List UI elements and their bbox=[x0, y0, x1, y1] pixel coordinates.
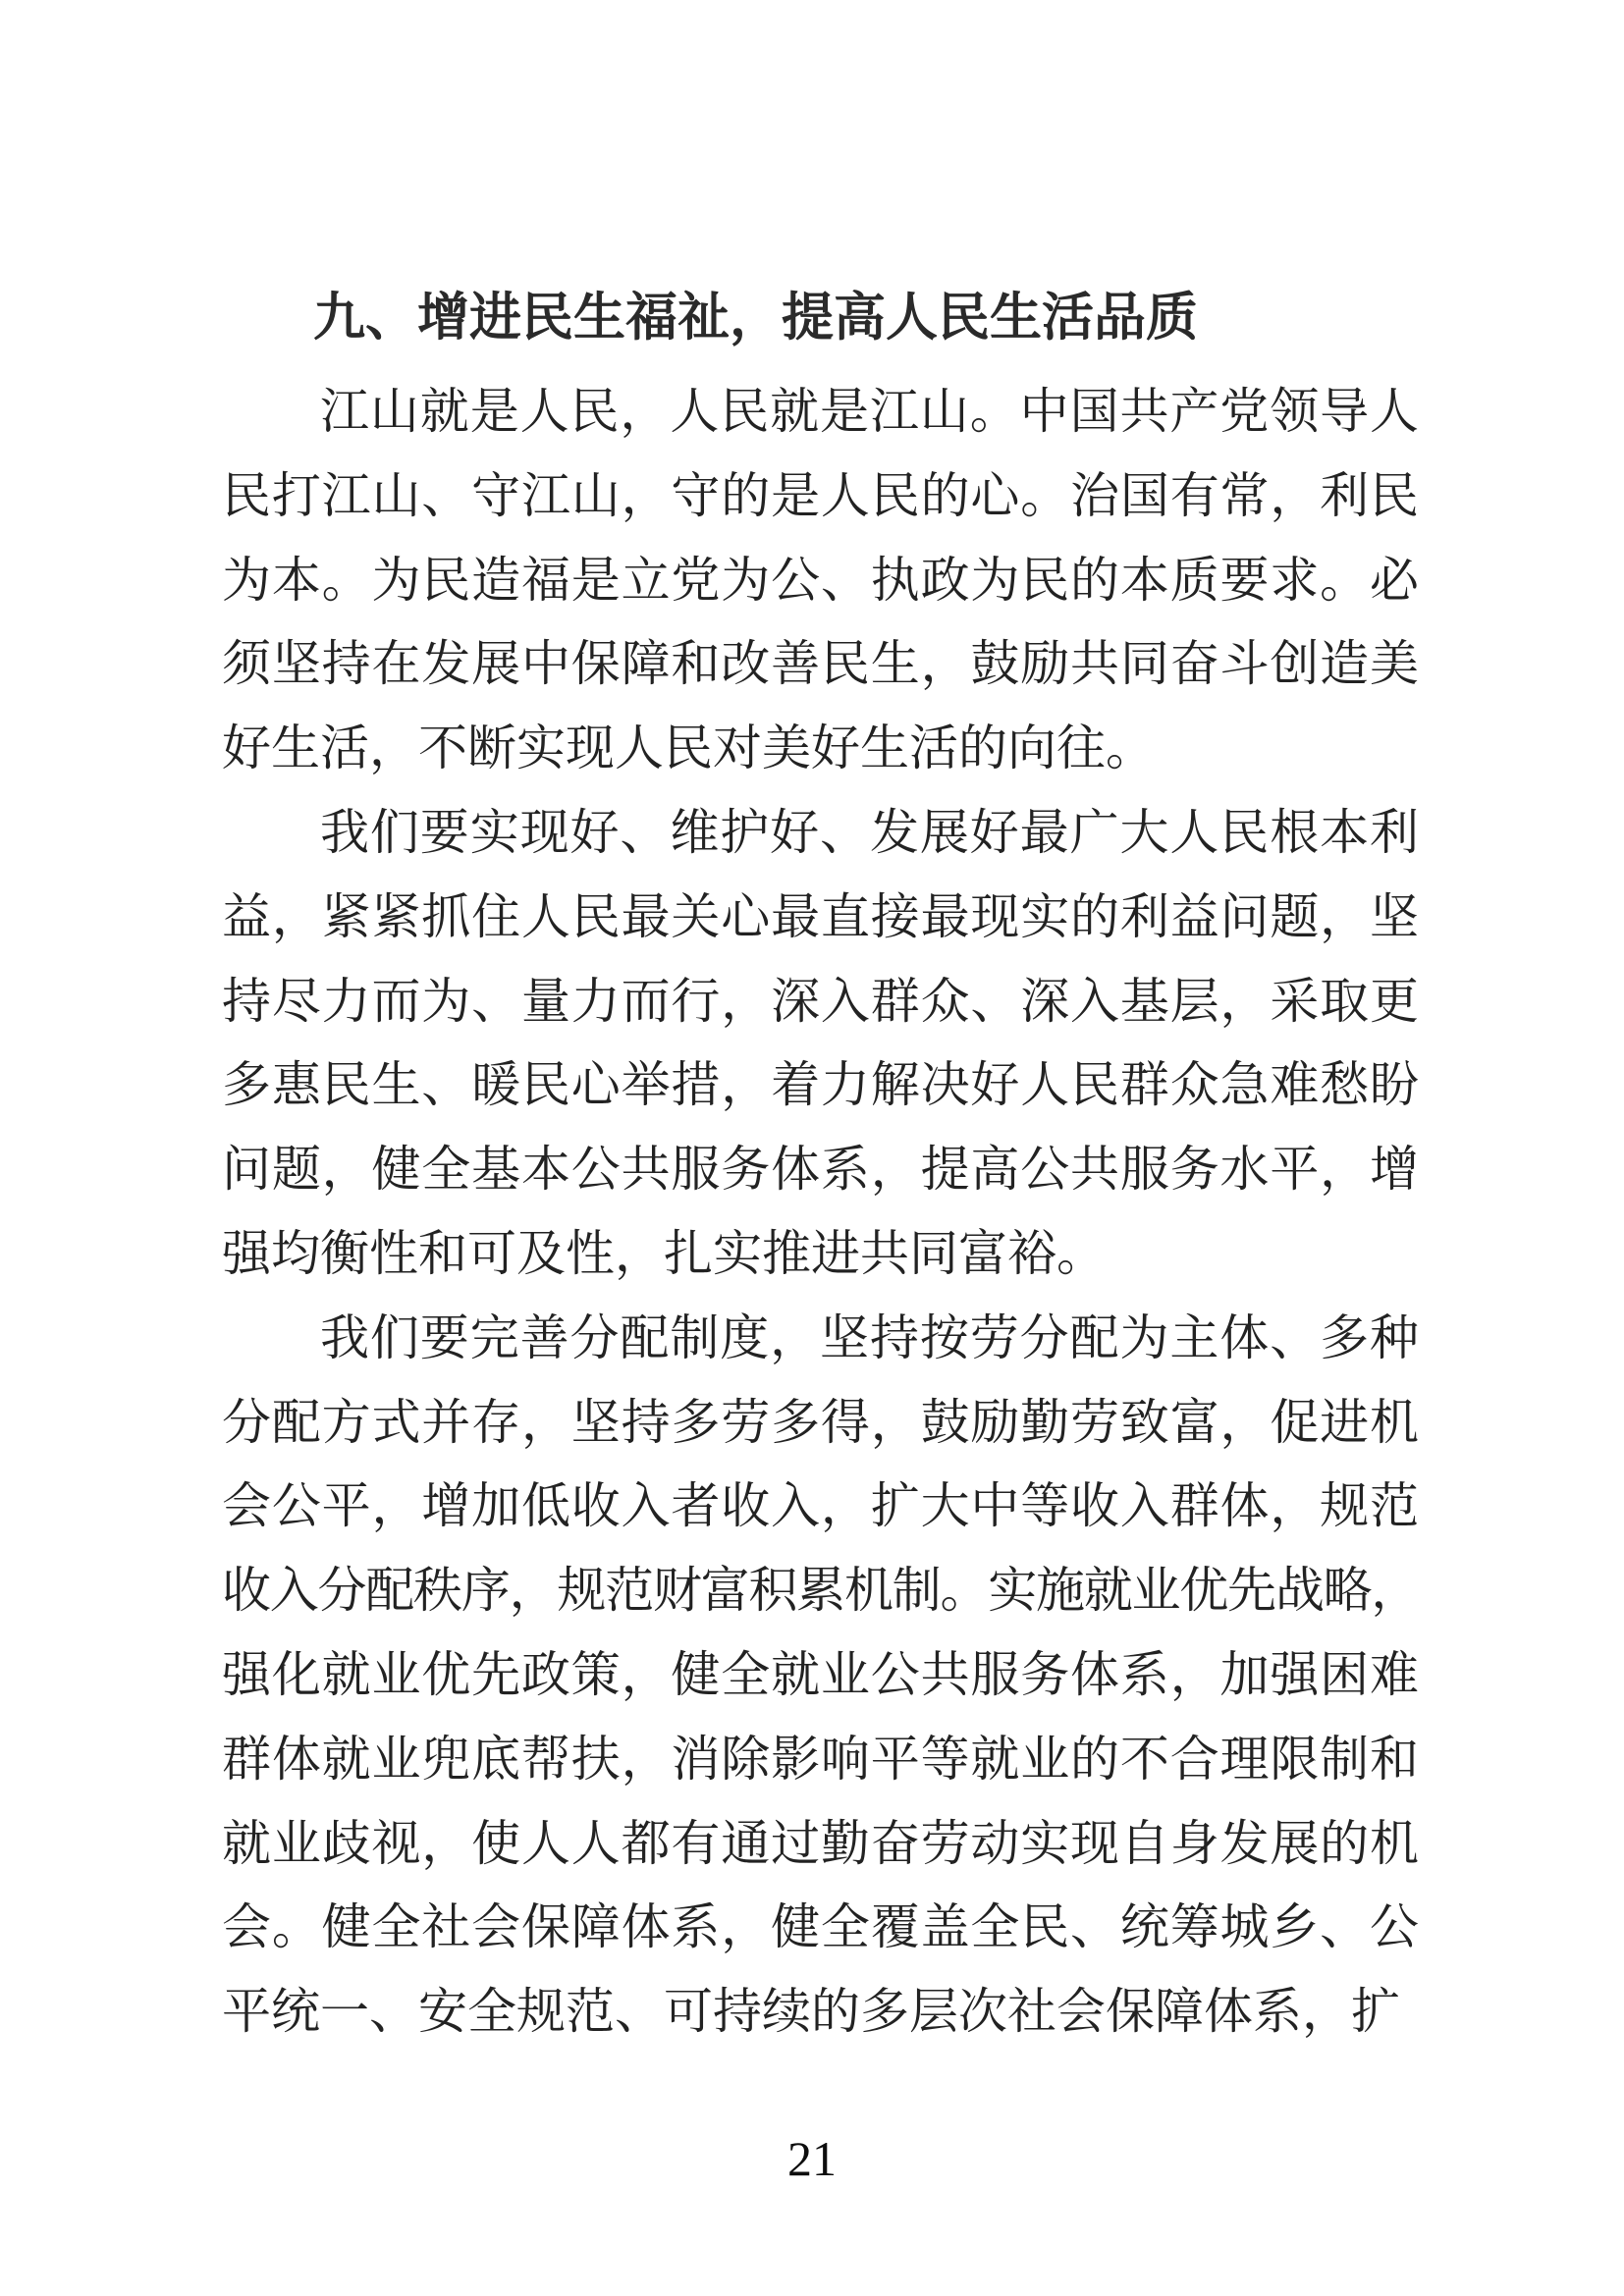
text-line: 问题，健全基本公共服务体系，提高公共服务水平，增 bbox=[222, 1142, 1419, 1198]
text-line: 收入分配秩序，规范财富积累机制。实施就业优先战略， bbox=[222, 1563, 1419, 1619]
text-line: 强化就业优先政策，健全就业公共服务体系，加强困难 bbox=[222, 1646, 1419, 1702]
text-line: 须坚持在发展中保障和改善民生，鼓励共同奋斗创造美 bbox=[222, 636, 1419, 692]
text-line: 群体就业兜底帮扶，消除影响平等就业的不合理限制和 bbox=[222, 1731, 1419, 1787]
text-line: 多惠民生、暖民心举措，着力解决好人民群众急难愁盼 bbox=[222, 1057, 1419, 1113]
text-line: 我们要完善分配制度，坚持按劳分配为主体、多种 bbox=[320, 1309, 1419, 1365]
text-line: 民打江山、守江山，守的是人民的心。治国有常，利民 bbox=[222, 467, 1419, 523]
text-line: 江山就是人民，人民就是江山。中国共产党领导人 bbox=[320, 384, 1419, 439]
paragraph-container bbox=[222, 370, 1419, 2055]
text-line: 就业歧视，使人人都有通过勤奋劳动实现自身发展的机 bbox=[222, 1815, 1419, 1871]
text-line: 益，紧紧抓住人民最关心最直接最现实的利益问题，坚 bbox=[222, 888, 1419, 944]
text-line: 强均衡性和可及性，扎实推进共同富裕。 bbox=[222, 1225, 1106, 1281]
text-line: 我们要实现好、维护好、发展好最广大人民根本利 bbox=[320, 804, 1419, 860]
text-line: 会。健全社会保障体系，健全覆盖全民、统筹城乡、公 bbox=[222, 1899, 1419, 1955]
paragraph bbox=[222, 791, 1419, 1297]
text-line: 好生活，不断实现人民对美好生活的向往。 bbox=[222, 721, 1155, 776]
section-heading: 九、增进民生福祉，提高人民生活品质 bbox=[313, 288, 1198, 347]
page-number: 21 bbox=[787, 2131, 837, 2186]
text-line: 平统一、安全规范、可持续的多层次社会保障体系，扩 bbox=[222, 1984, 1400, 2040]
paragraph bbox=[222, 370, 1419, 791]
text-line: 会公平，增加低收入者收入，扩大中等收入群体，规范 bbox=[222, 1478, 1419, 1534]
page-content bbox=[222, 276, 1419, 2055]
text-line: 持尽力而为、量力而行，深入群众、深入基层，采取更 bbox=[222, 973, 1419, 1029]
text-line: 分配方式并存，坚持多劳多得，鼓励勤劳致富，促进机 bbox=[222, 1394, 1419, 1450]
text-line: 为本。为民造福是立党为公、执政为民的本质要求。必 bbox=[222, 552, 1419, 608]
paragraph bbox=[222, 1297, 1419, 2055]
